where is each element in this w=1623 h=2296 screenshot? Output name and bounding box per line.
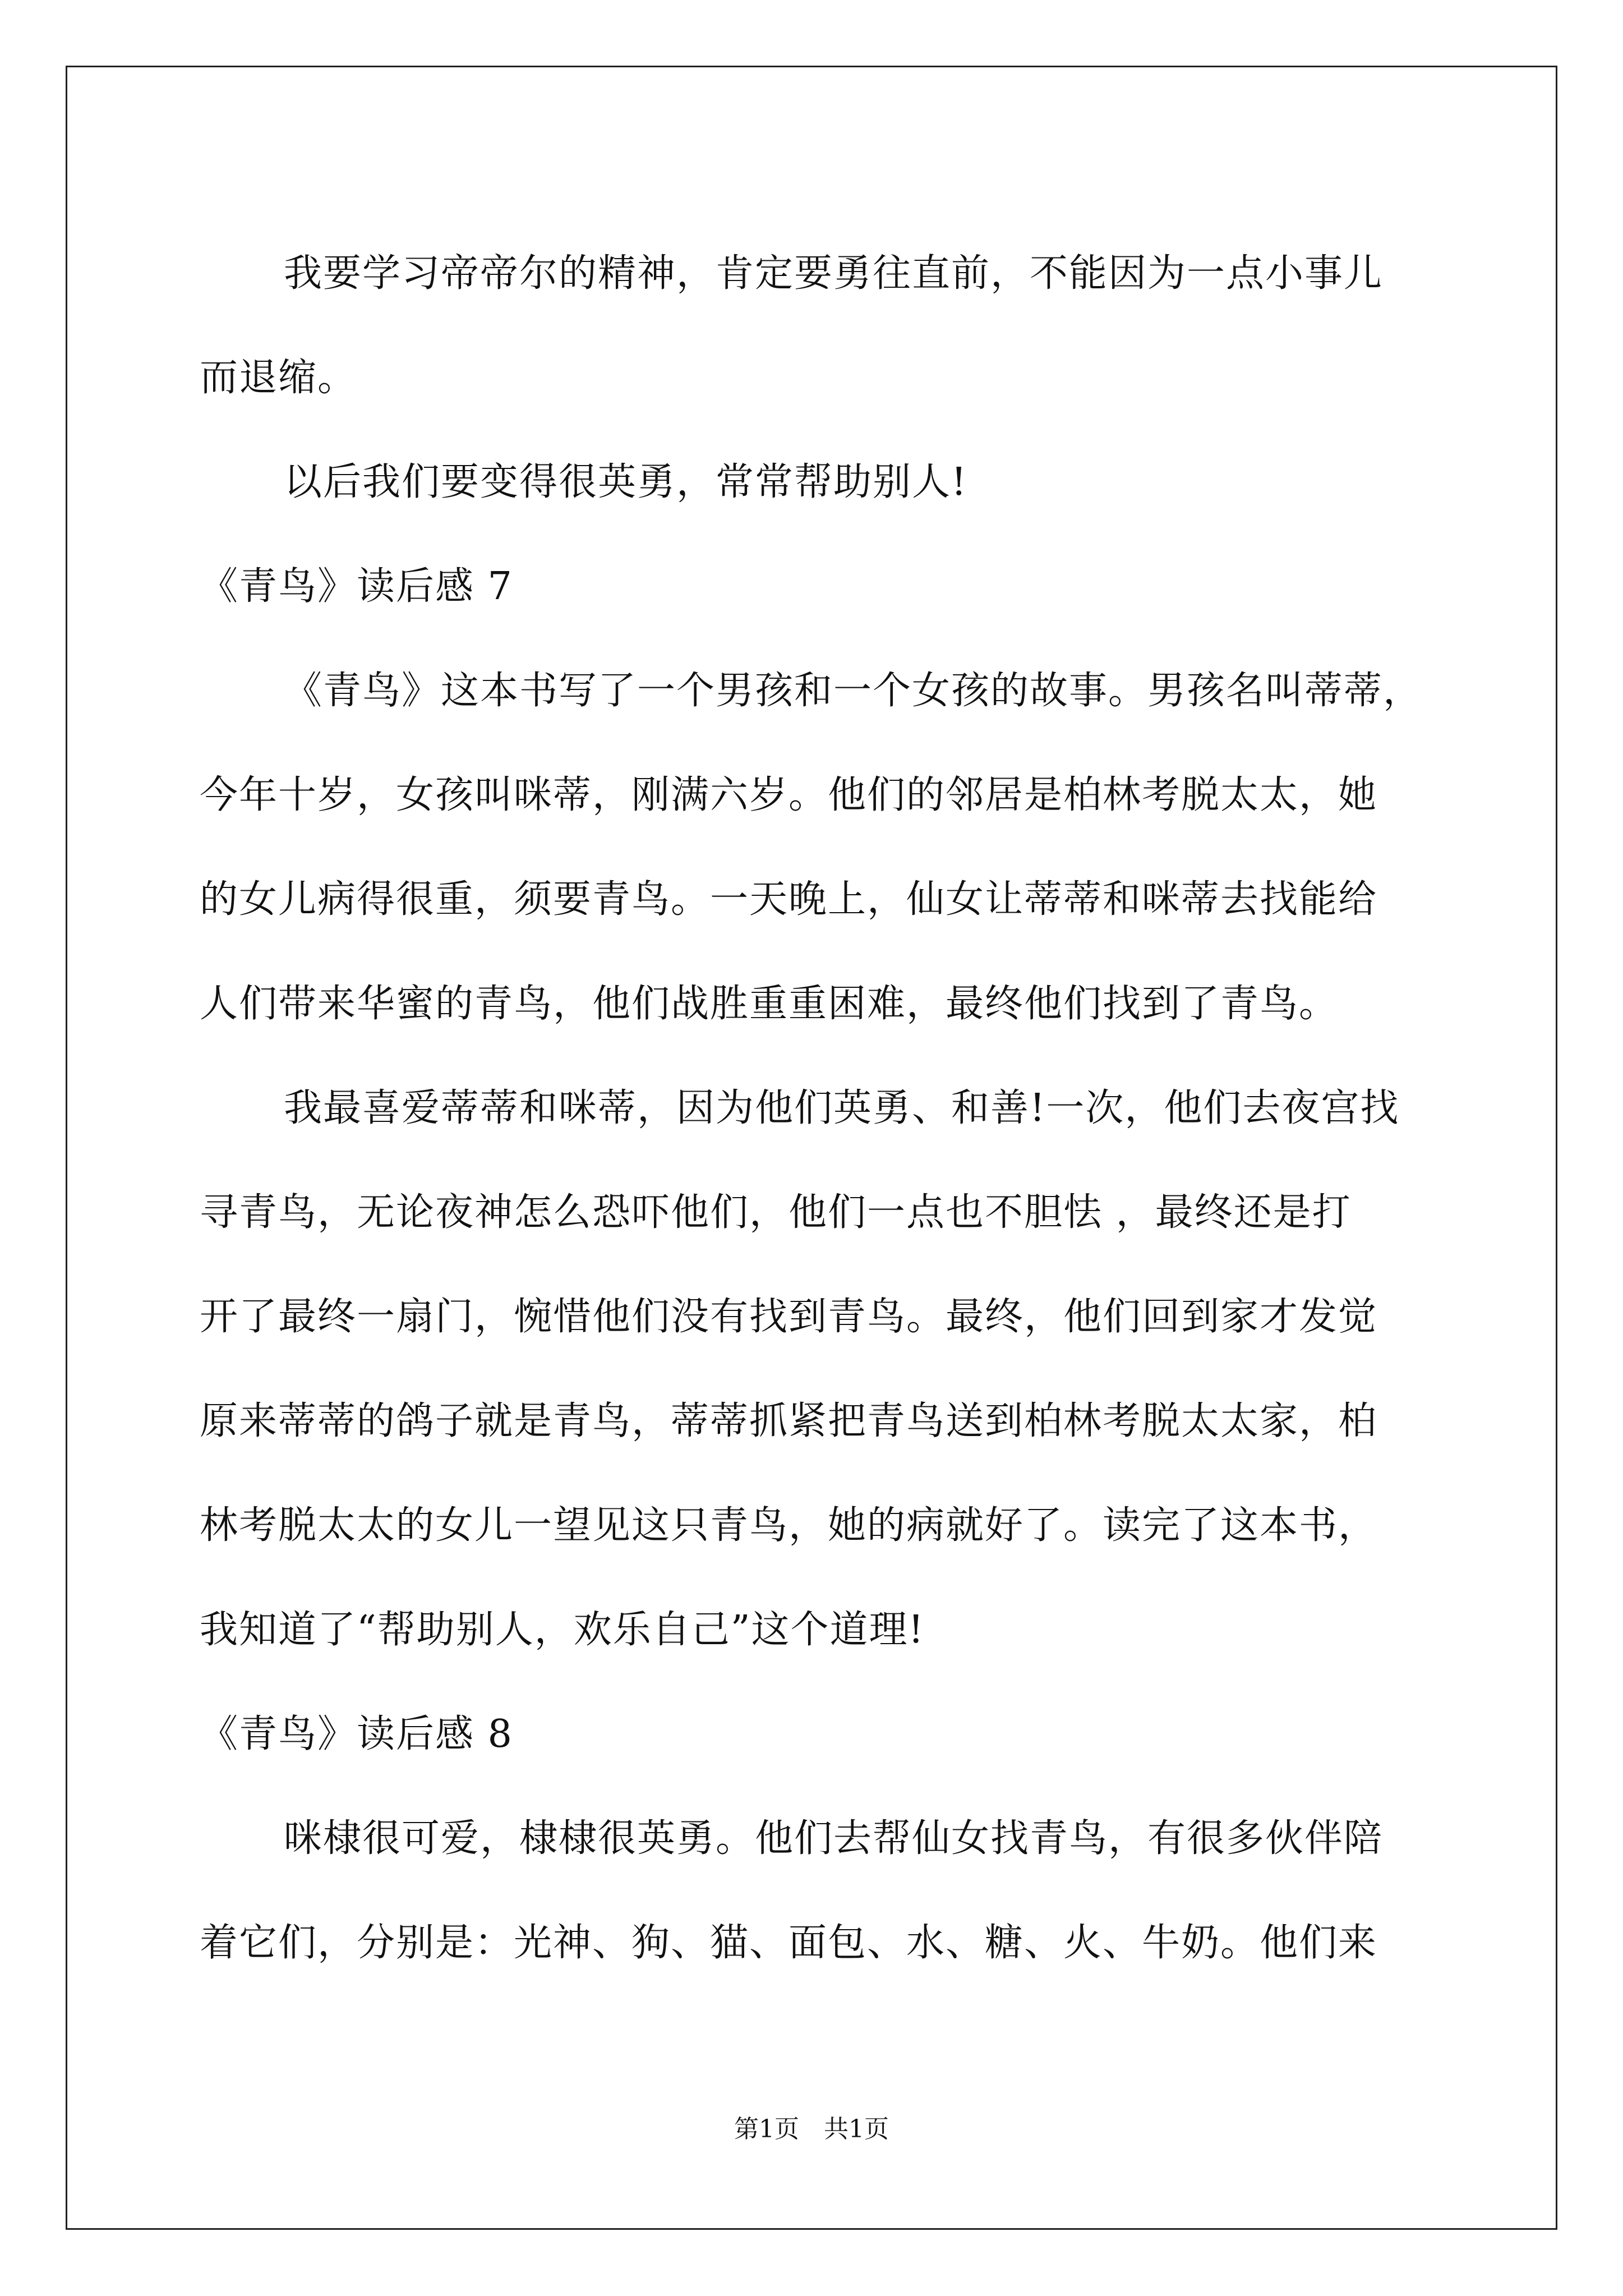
page-footer	[0, 2114, 1623, 2145]
paragraph-line: 我最喜爱蒂蒂和咪蒂，因为他们英勇、和善!一次，他们去夜宫找	[284, 1086, 1400, 1130]
paragraph-line: 咪棣很可爱，棣棣很英勇。他们去帮仙女找青鸟，有很多伙伴陪	[284, 1816, 1384, 1861]
page-total: 共1页	[824, 2115, 889, 2143]
page-number: 第1页	[734, 2115, 799, 2143]
paragraph-line: 的女儿病得很重，须要青鸟。一天晚上，仙女让蒂蒂和咪蒂去找能给	[200, 877, 1378, 922]
paragraph-line: 寻青鸟，无论夜神怎么恐吓他们，他们一点也不胆怯 ，最终还是打	[200, 1190, 1352, 1235]
paragraph-line: 林考脱太太的女儿一望见这只青鸟，她的病就好了。读完了这本书，	[200, 1503, 1378, 1548]
paragraph-line: 着它们，分别是：光神、狗、猫、面包、水、糖、火、牛奶。他们来	[200, 1921, 1378, 1965]
paragraph-line: 开了最终一扇门，惋惜他们没有找到青鸟。最终，他们回到家才发觉	[200, 1295, 1378, 1339]
section-heading: 《青鸟》读后感 7	[200, 564, 513, 609]
paragraph-line: 原来蒂蒂的鸽子就是青鸟，蒂蒂抓紧把青鸟送到柏林考脱太太家，柏	[200, 1399, 1378, 1443]
paragraph-line: 《青鸟》这本书写了一个男孩和一个女孩的故事。男孩名叫蒂蒂，	[284, 669, 1423, 713]
document-body	[200, 222, 1450, 1995]
paragraph-line: 以后我们要变得很英勇，常常帮助别人!	[284, 460, 968, 504]
paragraph-line: 人们带来华蜜的青鸟，他们战胜重重困难，最终他们找到了青鸟。	[200, 982, 1339, 1026]
paragraph-line: 我知道了“帮助别人，欢乐自己”这个道理!	[200, 1608, 925, 1652]
paragraph-line: 我要学习帝帝尔的精神，肯定要勇往直前，不能因为一点小事儿	[284, 251, 1384, 296]
paragraph-line: 而退缩。	[200, 356, 357, 400]
section-heading: 《青鸟》读后感 8	[200, 1712, 513, 1756]
paragraph-line: 今年十岁，女孩叫咪蒂，刚满六岁。他们的邻居是柏林考脱太太，她	[200, 773, 1378, 817]
